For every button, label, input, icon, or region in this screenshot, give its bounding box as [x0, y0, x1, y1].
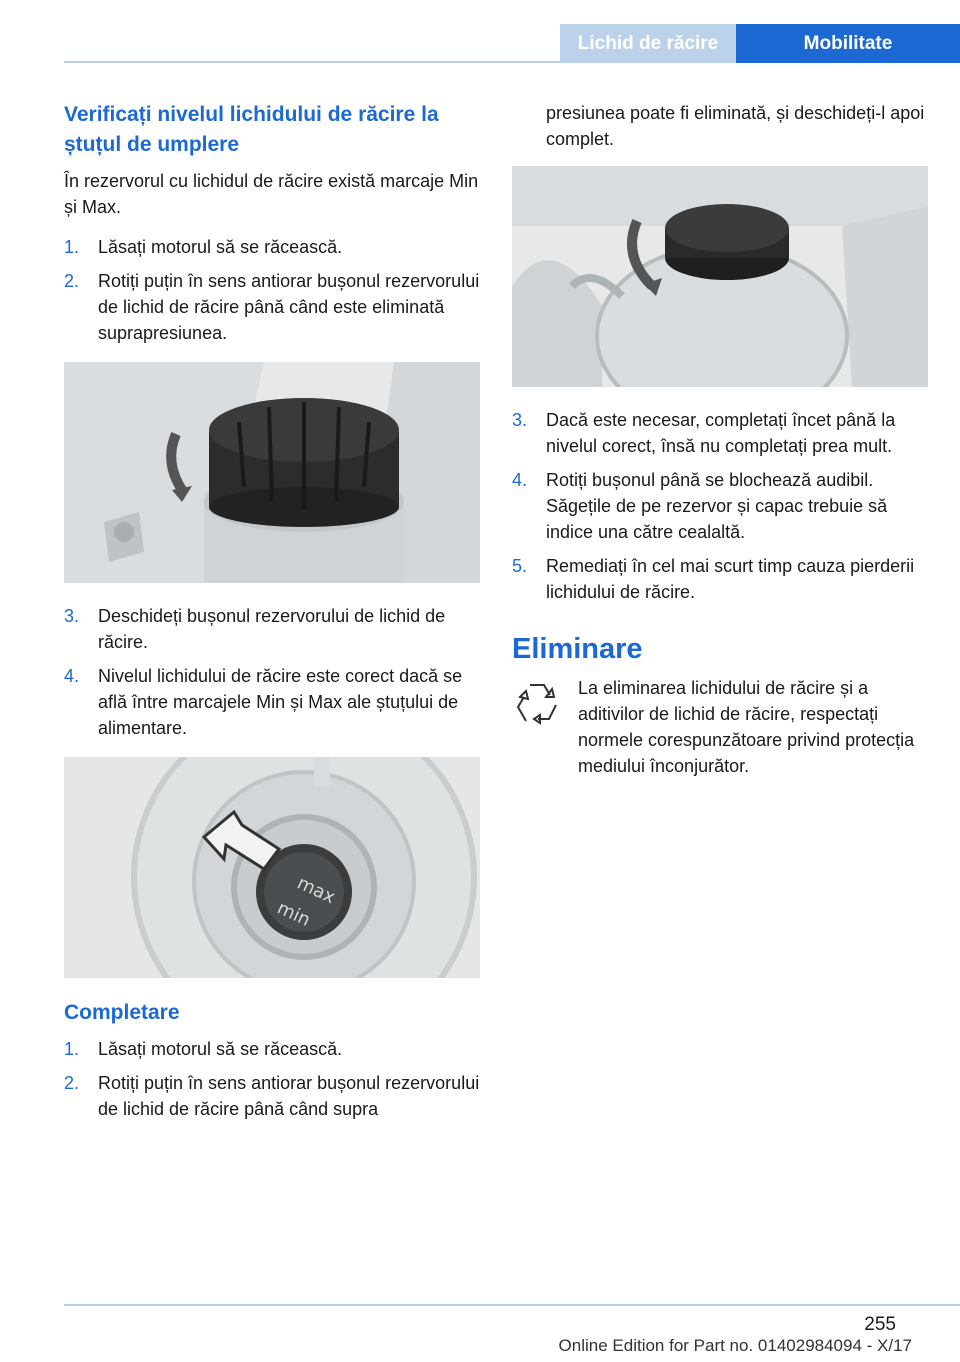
list-item	[64, 603, 480, 655]
step-text: Rotiți bușonul până se blochează audibil. Săgețile de pe rezervor și capac trebuie să indice una către cealaltă.	[546, 470, 888, 542]
step-text: Rotiți puțin în sens antiorar bușonul rezervorului de lichid de răcire până când supra	[98, 1073, 480, 1119]
step-number: 3.	[64, 606, 80, 626]
recycle-icon	[512, 677, 562, 733]
list-item	[64, 1070, 480, 1122]
edition-note: Online Edition for Part no. 01402984094 - X/17	[558, 1336, 912, 1355]
step-text: Lăsați motorul să se răcească.	[98, 237, 343, 257]
footer-rule	[64, 1304, 960, 1306]
check-steps-list-a	[64, 234, 480, 346]
list-item	[64, 1036, 480, 1062]
step-number: 4.	[64, 666, 80, 686]
disposal-block	[512, 675, 928, 779]
step-number: 1.	[64, 1039, 80, 1059]
fill-steps-list	[64, 1036, 480, 1122]
step-number: 2.	[64, 271, 80, 291]
step-text: Rotiți puțin în sens antiorar bușonul rezervorului de lichid de răcire până când este eliminată suprapresiunea.	[98, 271, 480, 343]
step-text: Lăsați motorul să se răcească.	[98, 1039, 343, 1059]
check-steps-list-b	[64, 603, 480, 741]
right-column	[512, 100, 928, 779]
list-item	[512, 553, 928, 605]
page-number: 255	[864, 1314, 896, 1335]
disposal-text: La eliminarea lichidului de răcire și a aditivilor de lichid de răcire, respectați normele corespunzătoare privind protecția mediului înconjurător.	[578, 678, 915, 776]
step-number: 3.	[512, 410, 528, 430]
disposal-heading: Eliminare	[512, 633, 643, 665]
step-number: 2.	[64, 1073, 80, 1093]
cap-turn-photo	[64, 362, 480, 583]
step-text: Nivelul lichidului de răcire este corect dacă se află între marcajele Min și Max ale ștuțului de alimentare.	[98, 666, 463, 738]
fill-heading: Completare	[64, 1001, 180, 1024]
min-label: min	[273, 897, 314, 931]
fill-steps-list-continued	[512, 407, 928, 605]
list-item	[64, 234, 480, 260]
step-text: Dacă este necesar, completați încet până la nivelul corect, însă nu completați prea mult.	[546, 410, 896, 456]
step-text: Remediați în cel mai scurt timp cauza pierderii lichidului de răcire.	[546, 556, 915, 602]
check-level-intro: În rezervorul cu lichidul de răcire există marcaje Min și Max.	[64, 171, 479, 217]
header-section-tab[interactable]: Lichid de răcire	[560, 24, 736, 63]
check-level-heading: Verificați nivelul lichidului de răcire la ștuțul de umplere	[64, 103, 439, 156]
filler-neck-photo	[64, 757, 480, 978]
reservoir-photo	[512, 166, 928, 387]
list-item	[64, 663, 480, 741]
list-item	[512, 407, 928, 459]
list-item	[512, 467, 928, 545]
step-text: Deschideți bușonul rezervorului de lichid de răcire.	[98, 606, 446, 652]
max-label: max	[293, 872, 339, 909]
left-column	[64, 100, 480, 1136]
continued-text: presiunea poate fi eliminată, și deschideți-l apoi complet.	[546, 103, 925, 149]
step-number: 4.	[512, 470, 528, 490]
step-number: 1.	[64, 237, 80, 257]
header-chapter-tab[interactable]: Mobilitate	[736, 24, 960, 63]
list-item	[64, 268, 480, 346]
step-number: 5.	[512, 556, 528, 576]
